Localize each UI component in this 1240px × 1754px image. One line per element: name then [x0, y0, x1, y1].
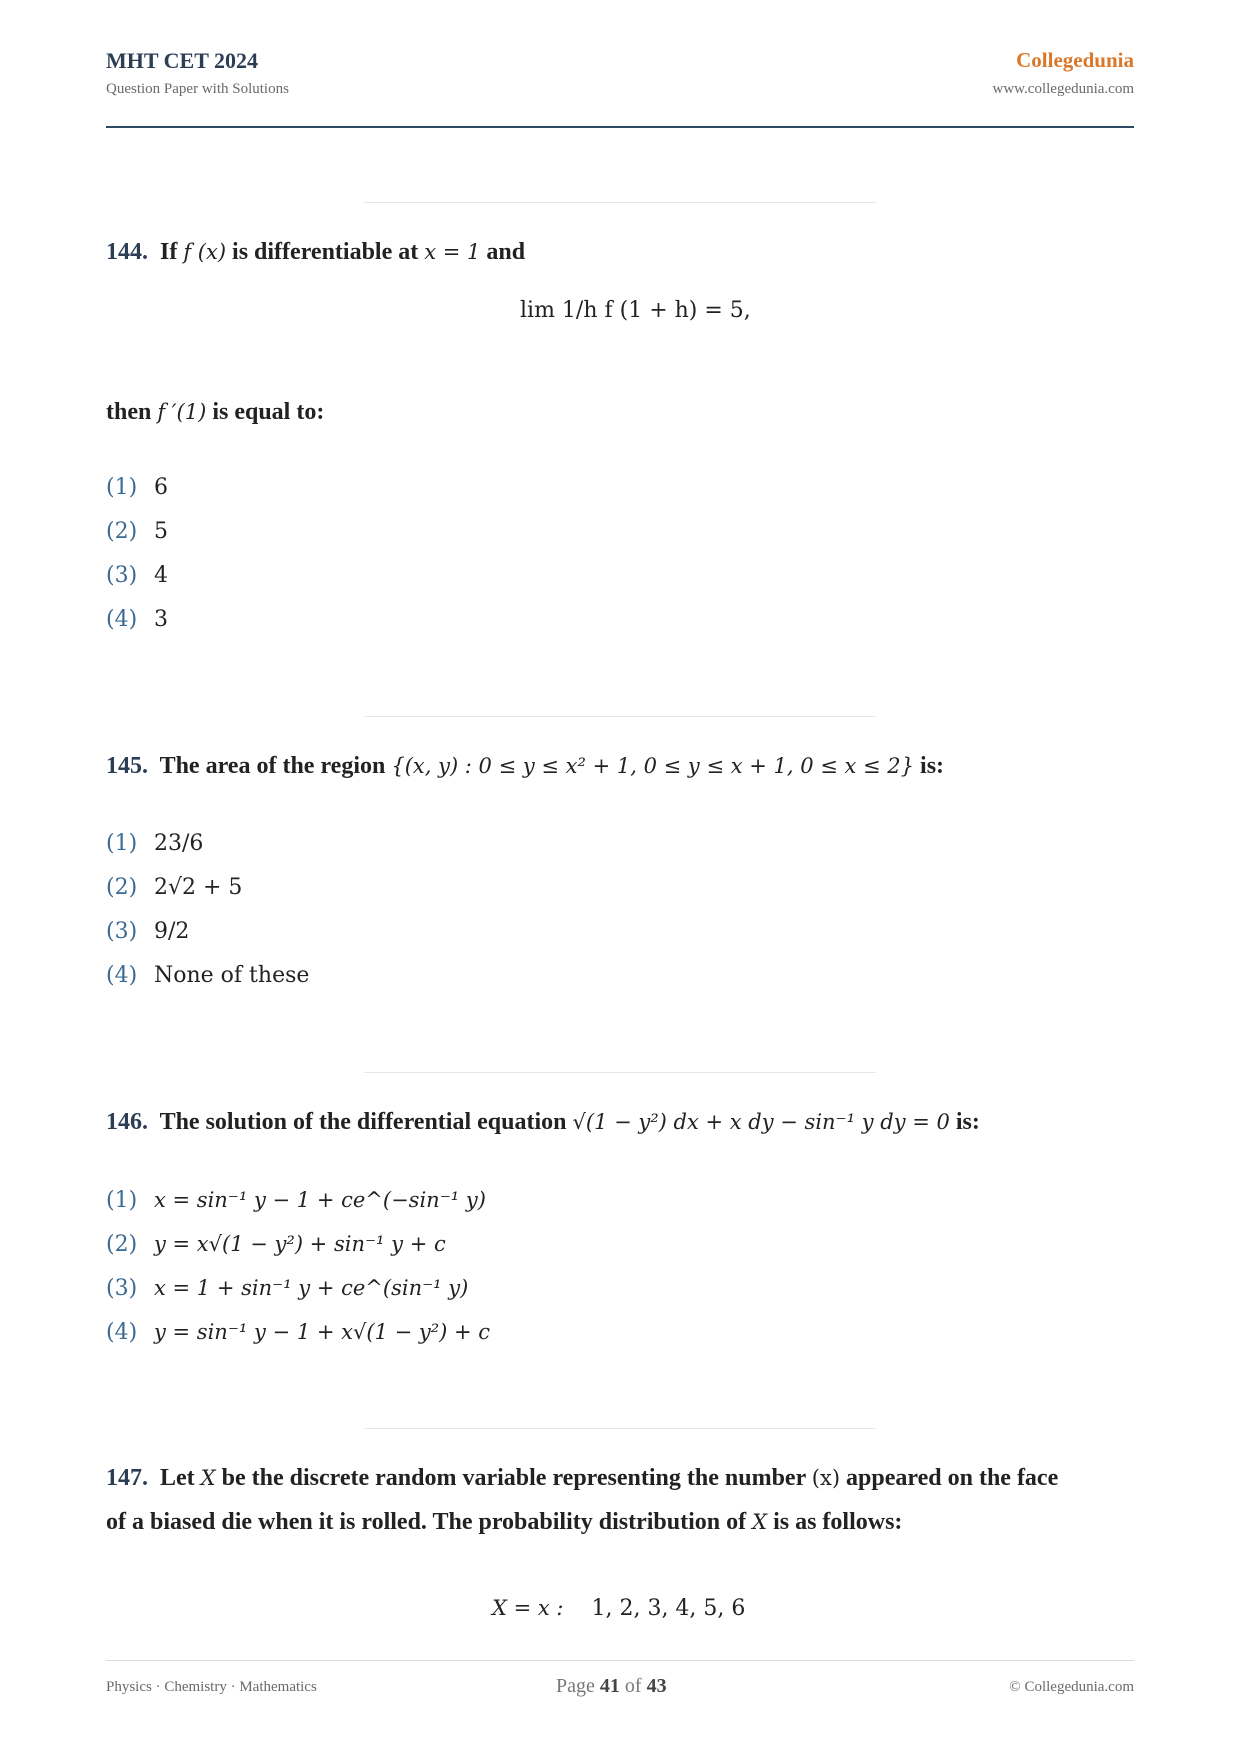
option-label: (4): [106, 607, 138, 632]
question-divider: [364, 716, 876, 717]
brand-name: Collegedunia: [1016, 48, 1134, 72]
question-text: is:: [955, 1109, 980, 1135]
question-number: 145.: [106, 753, 148, 779]
option-text: 9/2: [154, 919, 190, 944]
option-item[interactable]: [106, 510, 168, 554]
option-label: (3): [106, 919, 138, 944]
option-item[interactable]: [106, 598, 168, 642]
question-number: 146.: [106, 1109, 148, 1135]
question-text: is as follows:: [773, 1509, 903, 1535]
question-145: [106, 744, 1134, 788]
distribution-label: X = x :: [492, 1596, 564, 1620]
option-text: None of these: [154, 963, 310, 988]
math-expr: X: [752, 1510, 768, 1534]
question-text: The solution of the differential equation: [159, 1109, 567, 1135]
question-number: 147.: [106, 1465, 148, 1491]
page-label: Page: [556, 1675, 595, 1697]
question-text: Let: [160, 1465, 195, 1491]
page-number: [556, 1675, 667, 1698]
question-number: 144.: [106, 239, 148, 265]
question-text: is differentiable at: [232, 239, 419, 265]
question-divider: [364, 1428, 876, 1429]
question-text: then: [106, 399, 152, 425]
footer-copyright: © Collegedunia.com: [1009, 1679, 1134, 1695]
question-text: and: [486, 239, 526, 265]
brand-url[interactable]: www.collegedunia.com: [992, 81, 1134, 97]
question-144: [106, 230, 1134, 274]
exam-title: MHT CET 2024: [106, 48, 258, 73]
exam-subtitle: Question Paper with Solutions: [106, 81, 289, 97]
math-expr: x = 1: [424, 240, 481, 264]
option-text: 23/6: [154, 831, 204, 856]
option-label: (3): [106, 1276, 138, 1301]
option-item[interactable]: [106, 1222, 490, 1266]
option-item[interactable]: [106, 466, 168, 510]
math-expr: X: [200, 1466, 216, 1490]
math-expr: f ′(1): [157, 400, 207, 424]
option-text: 5: [154, 519, 168, 544]
option-label: (2): [106, 1232, 138, 1257]
question-divider: [364, 1072, 876, 1073]
option-item[interactable]: [106, 866, 309, 910]
option-item[interactable]: [106, 1178, 490, 1222]
option-label: (4): [106, 963, 138, 988]
question-text: be the discrete random variable representing the number: [221, 1465, 806, 1491]
math-expr: {(x, y) : 0 ≤ y ≤ x² + 1, 0 ≤ y ≤ x + 1, 0 ≤ x ≤ 2}: [391, 754, 915, 778]
option-item[interactable]: [106, 1266, 490, 1310]
question-147: [106, 1456, 1134, 1544]
page-current: 41: [599, 1675, 620, 1697]
options-list: [106, 1178, 490, 1354]
option-item[interactable]: [106, 822, 309, 866]
question-146: [106, 1100, 1134, 1144]
option-item[interactable]: [106, 910, 309, 954]
question-text: is equal to:: [212, 399, 325, 425]
option-item[interactable]: [106, 1310, 490, 1354]
option-text: x = 1 + sin⁻¹ y + ce^(sin⁻¹ y): [154, 1276, 469, 1300]
distribution-values: 1, 2, 3, 4, 5, 6: [591, 1596, 746, 1621]
question-text: The area of the region: [159, 753, 386, 779]
question-text: If: [160, 239, 178, 265]
footer-subjects: Physics · Chemistry · Mathematics: [106, 1679, 317, 1695]
option-text: 3: [154, 607, 168, 632]
option-label: (1): [106, 831, 138, 856]
option-text: y = x√(1 − y²) + sin⁻¹ y + c: [154, 1232, 446, 1256]
option-label: (1): [106, 475, 138, 500]
question-text: of a biased die when it is rolled. The probability distribution of: [106, 1509, 747, 1535]
option-label: (1): [106, 1188, 138, 1213]
math-expr: √(1 − y²) dx + x dy − sin⁻¹ y dy = 0: [572, 1110, 950, 1134]
question-text: is:: [920, 753, 945, 779]
page-footer: [106, 1660, 1134, 1711]
options-list: [106, 822, 309, 998]
option-label: (2): [106, 519, 138, 544]
option-item[interactable]: [106, 954, 309, 998]
options-list: [106, 466, 168, 642]
option-label: (3): [106, 563, 138, 588]
question-text: appeared on the face: [846, 1465, 1059, 1491]
display-equation: lim 1/h f (1 + h) = 5,: [520, 298, 751, 323]
page-total: 43: [646, 1675, 667, 1697]
option-text: y = sin⁻¹ y − 1 + x√(1 − y²) + c: [154, 1320, 491, 1344]
math-expr: f (x): [183, 240, 227, 264]
page-header: [106, 44, 1134, 128]
option-text: 6: [154, 475, 168, 500]
option-item[interactable]: [106, 554, 168, 598]
option-text: 2√2 + 5: [154, 875, 243, 900]
distribution-row: [492, 1596, 745, 1621]
option-label: (2): [106, 875, 138, 900]
math-expr: (x): [811, 1466, 841, 1490]
option-label: (4): [106, 1320, 138, 1345]
question-144-followup: [106, 390, 1134, 434]
page-of: of: [624, 1675, 642, 1697]
option-text: x = sin⁻¹ y − 1 + ce^(−sin⁻¹ y): [154, 1188, 486, 1212]
option-text: 4: [154, 563, 168, 588]
question-divider: [364, 202, 876, 203]
